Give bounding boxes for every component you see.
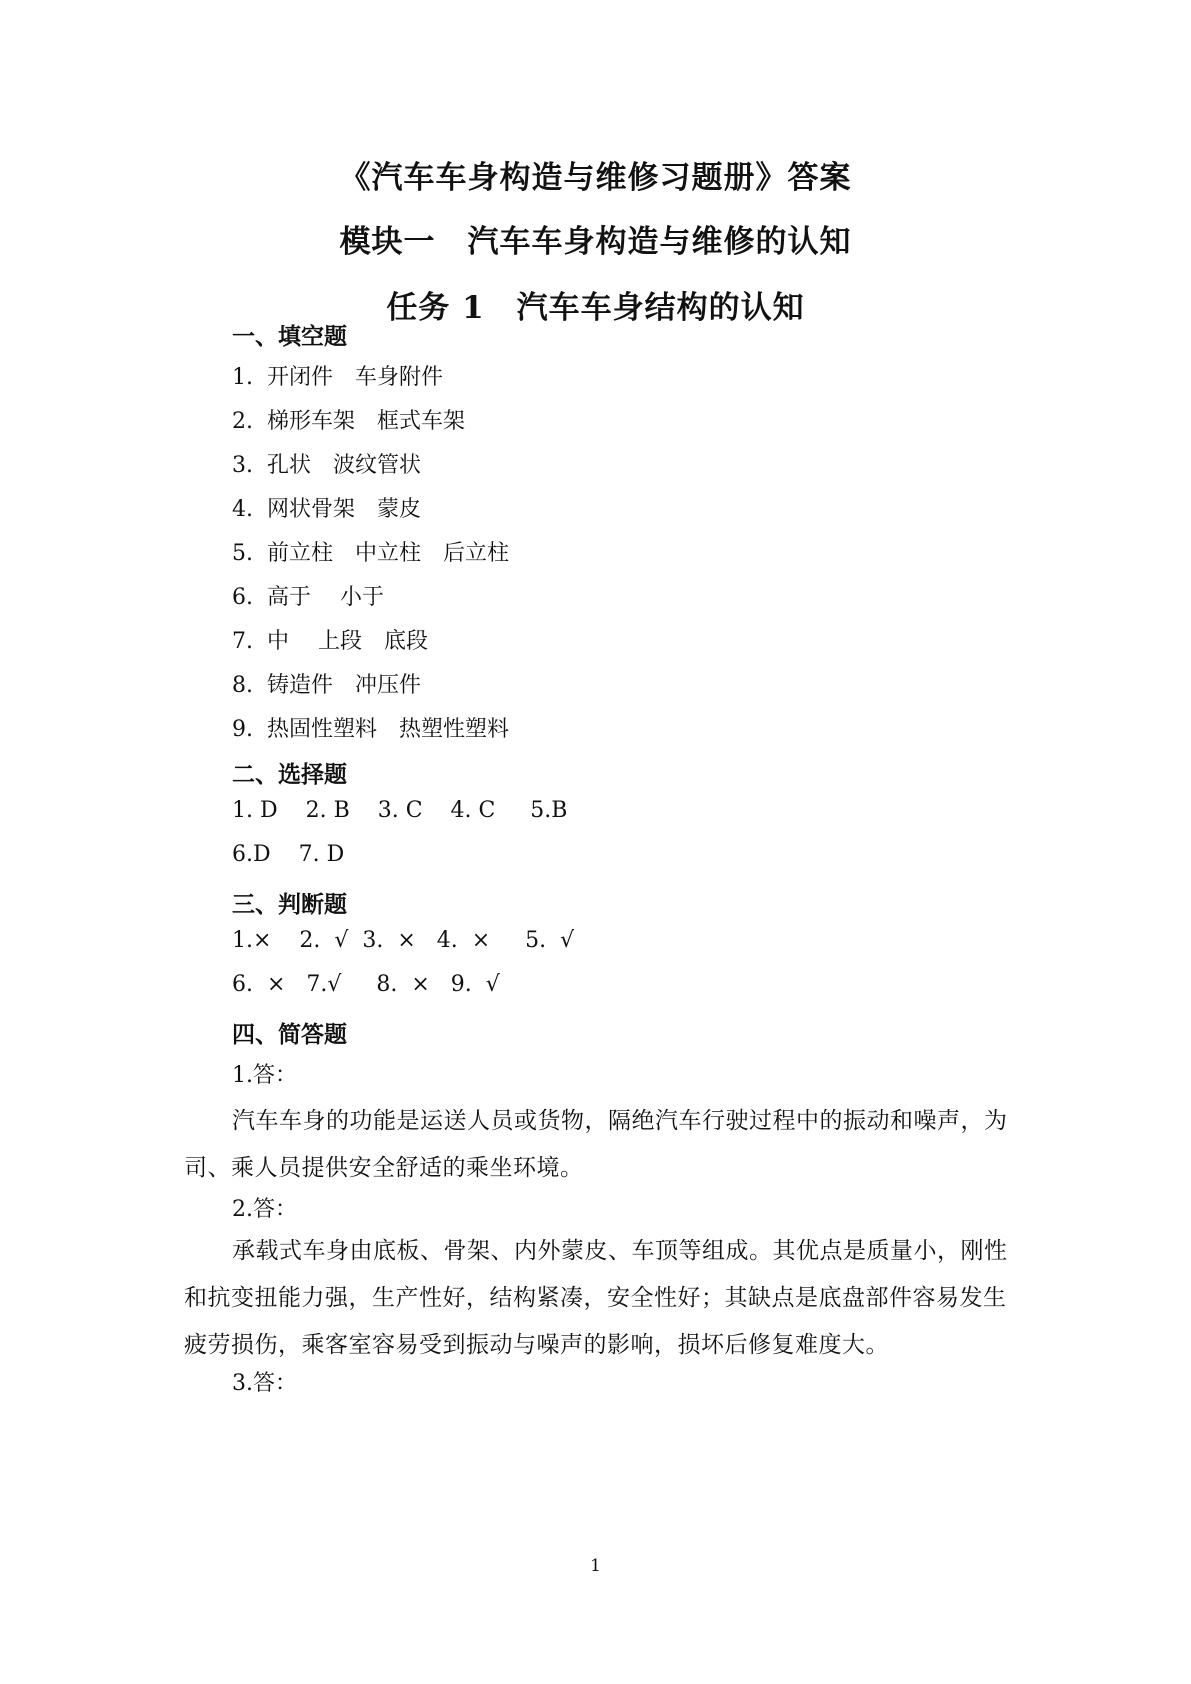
judge-answers-row-2: 6. × 7.√ 8. × 9. √ bbox=[232, 972, 500, 997]
short-answer-2-label: 2.答： bbox=[232, 1197, 297, 1222]
short-answer-2-text: 承载式车身由底板、骨架、内外蒙皮、车顶等组成。其优点是质量小，刚性和抗变扭能力强，生产性好，结构紧凑，安全性好；其缺点是底盘部件容易发生疲劳损伤，乘客室容易受到振动与噪声的影响，损坏后修复难度大。 bbox=[184, 1238, 1008, 1358]
module-heading: 模块一 汽车车身构造与维修的认知 bbox=[339, 224, 852, 260]
choice-answers-row-2: 6.D 7. D bbox=[232, 842, 345, 867]
fill-answer-2: 2. 梯形车架 框式车架 bbox=[232, 409, 465, 434]
fill-answer-7: 7. 中 上段 底段 bbox=[232, 629, 428, 654]
short-answer-3-label: 3.答： bbox=[232, 1371, 297, 1396]
task-heading: 任务 1 汽车车身结构的认知 bbox=[386, 290, 805, 326]
fill-answer-6: 6. 高于 小于 bbox=[232, 585, 384, 610]
fill-answer-9: 9. 热固性塑料 热塑性塑料 bbox=[232, 717, 509, 742]
short-answer-1-text: 汽车车身的功能是运送人员或货物，隔绝汽车行驶过程中的振动和噪声，为司、乘人员提供安全舒适的乘坐环境。 bbox=[184, 1108, 1008, 1181]
judge-answers-row-1: 1.× 2. √ 3. × 4. × 5. √ bbox=[232, 928, 575, 953]
section-judge-heading: 三、判断题 bbox=[232, 891, 347, 918]
fill-answer-4: 4. 网状骨架 蒙皮 bbox=[232, 497, 421, 522]
document-title: 《汽车车身构造与维修习题册》答案 bbox=[339, 160, 852, 196]
section-short-answer-heading: 四、简答题 bbox=[232, 1021, 347, 1048]
fill-answer-1: 1. 开闭件 车身附件 bbox=[232, 365, 443, 390]
section-choice-heading: 二、选择题 bbox=[232, 761, 347, 788]
fill-answer-8: 8. 铸造件 冲压件 bbox=[232, 673, 421, 698]
fill-answer-3: 3. 孔状 波纹管状 bbox=[232, 453, 421, 478]
fill-answer-5: 5. 前立柱 中立柱 后立柱 bbox=[232, 541, 509, 566]
page-number: 1 bbox=[590, 1556, 601, 1576]
short-answer-1-label: 1.答： bbox=[232, 1063, 297, 1088]
choice-answers-row-1: 1. D 2. B 3. C 4. C 5.B bbox=[232, 798, 568, 823]
section-fill-heading: 一、填空题 bbox=[232, 323, 347, 350]
